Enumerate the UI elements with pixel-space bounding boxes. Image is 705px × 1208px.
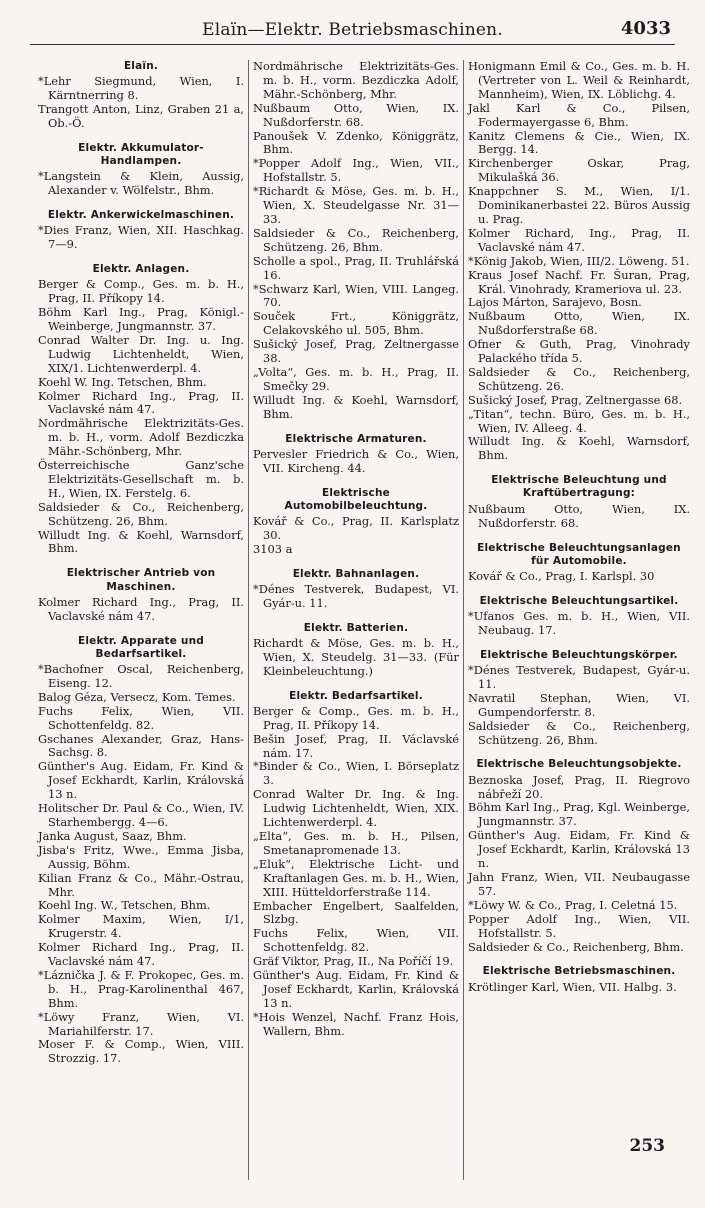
directory-entry: Navratil Stephan, Wien, VI. Gumpendorferstr. 8. (468, 690, 690, 719)
directory-entry: *Dénes Testverek, Budapest, VI. Gyár-u. 11. (253, 581, 459, 610)
directory-entry: Knappchner S. M., Wien, I/1. Dominikanerbastei 22. Büros Aussig u. Prag. (468, 184, 690, 226)
directory-entry: Kolmer Richard Ing., Prag, II. Vaclavské nám 47. (38, 594, 244, 623)
directory-entry: Kraus Josef Nachf. Fr. Šuran, Prag, Král. Vinohrady, Krameriova ul. 23. (468, 267, 690, 296)
section-heading: Elektr. Bedarfsartikel. (289, 689, 423, 702)
directory-entry: Jahn Franz, Wien, VII. Neubaugasse 57. (468, 870, 690, 898)
section-heading: Elektr. Akkumulator-Handlampen. (78, 141, 204, 168)
section-heading: Elektrische Beleuchtungsanlagen für Automobile. (477, 541, 681, 567)
directory-entry: Kolmer Maxim, Wien, I/1, Krugerstr. 4. (38, 912, 244, 941)
directory-entry: Gschanes Alexander, Graz, Hans-Sachsg. 8. (38, 731, 244, 760)
section-heading: Elaïn. (123, 60, 159, 72)
directory-entry: „Elta“, Ges. m. b. H., Pilsen, Smetanapromenade 13. (253, 829, 459, 857)
directory-entry: Berger & Comp., Ges. m. b. H., Prag, II. Příkopy 14. (253, 703, 459, 732)
directory-entry: Saldsieder & Co., Reichenberg, Bhm. (468, 939, 684, 954)
section-heading: Elektrische Beleuchtungsartikel. (479, 594, 679, 607)
directory-entry: Willudt Ing. & Koehl, Warnsdorf, Bhm. (468, 434, 690, 463)
directory-entry: *Popper Adolf Ing., Wien, VII., Hofstallstr. 5. (253, 156, 459, 185)
directory-entry: Lajos Márton, Sarajevo, Bosn. (468, 295, 642, 310)
directory-entry: „Eluk“, Elektrische Licht- und Kraftanlagen Ges. m. b. H., Wien, XIII. Hütteldorferstraße 114. (253, 856, 459, 899)
directory-entry: Holitscher Dr. Paul & Co., Wien, IV. Starhembergg. 4—6. (38, 801, 244, 829)
directory-entry: Conrad Walter Dr. Ing. & Ing. Ludwig Lichtenheldt, Wien, XIX. Lichtenwerderpl. 4. (253, 787, 459, 830)
directory-entry: Embacher Engelbert, Saalfelden, Slzbg. (253, 898, 459, 927)
directory-entry: *Hois Wenzel, Nachf. Franz Hois, Wallern, Bhm. (253, 1009, 459, 1038)
directory-entry: Koehl Ing. W., Tetschen, Bhm. (38, 898, 211, 913)
directory-entry: *Dies Franz, Wien, XII. Haschkag. 7—9. (38, 223, 244, 252)
directory-entry: Koehl W. Ing. Tetschen, Bhm. (38, 374, 207, 389)
column-divider (463, 60, 464, 1180)
directory-entry: Kovář & Co., Prag, II. Karlsplatz 30. (253, 513, 459, 542)
section-heading: Elektrischer Antrieb von Maschinen. (66, 567, 216, 593)
directory-entry: Jakl Karl & Co., Pilsen, Fodermayergasse 6, Bhm. (468, 100, 690, 129)
directory-entry: Beznoska Josef, Prag, II. Riegrovo nábřeží 20. (468, 772, 690, 801)
directory-entry: *Schwarz Karl, Wien, VIII. Langeg. 70. (253, 281, 459, 310)
directory-entry: *Richardt & Möse, Ges. m. b. H., Wien, X. Steudelgasse Nr. 31—33. (253, 184, 459, 226)
directory-entry: Bešin Josef, Prag, II. Václavské nám. 17. (253, 731, 459, 760)
directory-entry: Nordmährische Elektrizitäts-Ges. m. b. H., vorm. Adolf Bezdiczka Mähr.-Schönberg, Mhr. (38, 416, 244, 459)
directory-entry: Böhm Karl Ing., Prag, Kgl. Weinberge, Jungmannstr. 37. (468, 800, 690, 829)
section-heading: Elektrische Armaturen. (285, 432, 427, 445)
directory-entry: Kolmer Richard Ing., Prag, II. Vaclavské nám 47. (38, 940, 244, 969)
directory-entry: „Titan“, techn. Büro, Ges. m. b. H., Wien, IV. Alleeg. 4. (468, 406, 690, 435)
directory-entry: *Ufanos Ges. m. b. H., Wien, VII. Neubaug. 17. (468, 609, 690, 637)
directory-entry: Saldsieder & Co., Reichenberg, Schützeng. 26, Bhm. (38, 499, 244, 528)
directory-entry: Trangott Anton, Linz, Graben 21 a, Ob.-Ö. (38, 102, 244, 130)
directory-entry: Richardt & Möse, Ges. m. b. H., Wien, X. Steudelg. 31—33. (Für Kleinbeleuchtung.) (253, 635, 459, 678)
directory-entry: Scholle a spol., Prag, II. Truhlářská 16. (253, 253, 459, 282)
directory-entry: *Lehr Siegmund, Wien, I. Kärntnerring 8. (38, 74, 244, 103)
column-3 (468, 60, 690, 1180)
column-divider (248, 60, 249, 1180)
directory-entry: Nußbaum Otto, Wien, IX. Nußdorferstr. 68. (253, 100, 459, 129)
directory-entry: *König Jakob, Wien, III/2. Löweng. 51. (468, 253, 690, 268)
directory-entry: Günther's Aug. Eidam, Fr. Kind & Josef Eckhardt, Karlin, Královská 13 n. (468, 828, 690, 871)
section-heading: Elektr. Ankerwickelmaschinen. (47, 209, 235, 222)
directory-entry: Günther's Aug. Eidam, Fr. Kind & Josef Eckhardt, Karlin, Královská 13 n. (38, 759, 244, 802)
directory-entry: Krötlinger Karl, Wien, VII. Halbg. 3. (468, 979, 677, 994)
directory-entry: Kolmer Richard Ing., Prag, II. Vaclavské nám 47. (38, 388, 244, 417)
directory-entry: Honigmann Emil & Co., Ges. m. b. H. (Vertreter von L. Weil & Reinhardt, Mannheim), Wien, IX. Löblichg. 4. (468, 59, 690, 101)
directory-entry: Willudt Ing. & Koehl, Warnsdorf, Bhm. (38, 527, 244, 556)
header-page-number: 4033 (620, 18, 671, 39)
directory-entry: Balog Géza, Versecz, Kom. Temes. (38, 689, 236, 704)
directory-entry: Gräf Viktor, Prag, II., Na Poříčí 19. (253, 954, 454, 969)
section-heading: Elektrische Automobilbeleuchtung. (284, 486, 428, 512)
page-header (30, 14, 675, 45)
section-heading: Elektrische Beleuchtung und Kraftübertragung: (491, 474, 667, 500)
directory-entry: 3103 a (253, 541, 293, 556)
section-heading: Elektrische Betriebsmaschinen. (482, 965, 676, 978)
directory-entry: Kolmer Richard, Ing., Prag, II. Vaclavské nám 47. (468, 225, 690, 254)
directory-entry: Österreichische Ganz'sche Elektrizitäts-Gesellschaft m. b. H., Wien, IX. Ferstelg. 6. (38, 458, 244, 500)
directory-entry: Moser F. & Comp., Wien, VIII. Strozzig. 17. (38, 1037, 244, 1066)
section-heading: Elektr. Bahnanlagen. (292, 567, 420, 580)
directory-columns (38, 60, 692, 1190)
directory-entry: Kirchenberger Oskar, Prag, Mikulašká 36. (468, 156, 690, 185)
directory-entry: Pervesler Friedrich & Co., Wien, VII. Kircheng. 44. (253, 446, 459, 475)
directory-entry: Saldsieder & Co., Reichenberg, Schützeng. 26, Bhm. (253, 225, 459, 254)
directory-entry: Nußbaum Otto, Wien, IX. Nußdorferstr. 68. (468, 501, 690, 530)
directory-entry: Panoušek V. Zdenko, Königgrätz, Bhm. (253, 128, 459, 157)
section-heading: Elektr. Anlagen. (92, 263, 190, 276)
directory-entry: Fuchs Felix, Wien, VII. Schottenfeldg. 82. (38, 703, 244, 732)
directory-entry: Kanitz Clemens & Cie., Wien, IX. Bergg. 14. (468, 128, 690, 157)
directory-entry: Böhm Karl Ing., Prag, Königl.-Weinberge, Jungmannstr. 37. (38, 305, 244, 333)
directory-entry: *Löwy Franz, Wien, VI. Mariahilferstr. 17. (38, 1009, 244, 1038)
directory-entry: Nordmährische Elektrizitäts-Ges. m. b. H., vorm. Bezdiczka Adolf, Mähr.-Schönberg, Mhr. (253, 59, 459, 101)
section-heading: Elektr. Batterien. (303, 621, 409, 634)
directory-entry: Souček Frt., Königgrätz, Celakovského ul. 505, Bhm. (253, 309, 459, 338)
directory-entry: Conrad Walter Dr. Ing. u. Ing. Ludwig Lichtenheldt, Wien, XIX/1. Lichtenwerderpl. 4. (38, 332, 244, 375)
page-title: Elaïn—Elektr. Betriebsmaschinen. (202, 20, 503, 40)
directory-entry: *Bachofner Oscal, Reichenberg, Eiseng. 12. (38, 662, 244, 690)
directory-entry: Saldsieder & Co., Reichenberg, Schützeng. 26. (468, 364, 690, 393)
directory-entry: *Binder & Co., Wien, I. Börseplatz 3. (253, 759, 459, 788)
directory-entry: Sušický Josef, Prag, Zeltnergasse 68. (468, 392, 683, 407)
directory-entry: Janka August, Saaz, Bhm. (38, 828, 187, 843)
section-heading: Elektr. Apparate und Bedarfsartikel. (78, 634, 204, 660)
directory-entry: *Dénes Testverek, Budapest, Gyár-u. 11. (468, 663, 690, 691)
section-heading: Elektrische Beleuchtungsobjekte. (476, 758, 682, 771)
directory-entry: Günther's Aug. Eidam, Fr. Kind & Josef Eckhardt, Karlin, Královská 13 n. (253, 968, 459, 1010)
directory-entry: Popper Adolf Ing., Wien, VII. Hofstallstr. 5. (468, 911, 690, 940)
directory-entry: Willudt Ing. & Koehl, Warnsdorf, Bhm. (253, 392, 459, 421)
directory-entry: Saldsieder & Co., Reichenberg, Schützeng. 26, Bhm. (468, 718, 690, 747)
directory-entry: *Langstein & Klein, Aussig, Alexander v. Wölfelstr., Bhm. (38, 169, 244, 198)
directory-entry: Jisba's Fritz, Wwe., Emma Jisba, Aussig, Böhm. (38, 842, 244, 871)
directory-entry: „Volta“, Ges. m. b. H., Prag, II. Smečky 29. (253, 364, 459, 393)
column-2 (253, 60, 459, 1180)
directory-entry: Ofner & Guth, Prag, Vinohrady Palackého třída 5. (468, 337, 690, 366)
directory-entry: *Löwy W. & Co., Prag, I. Celetná 15. (468, 897, 678, 912)
directory-entry: Fuchs Felix, Wien, VII. Schottenfeldg. 82. (253, 926, 459, 955)
directory-entry: Berger & Comp., Ges. m. b. H., Prag, II. Příkopy 14. (38, 277, 244, 306)
footer-page-number: 253 (629, 1136, 665, 1156)
directory-entry: Sušický Josef, Prag, Zeltnergasse 38. (253, 337, 459, 366)
directory-entry: *Láznička J. & F. Prokopec, Ges. m. b. H., Prag-Karolinenthal 467, Bhm. (38, 967, 244, 1010)
directory-entry: Kovář & Co., Prag, I. Karlspl. 30 (468, 568, 655, 583)
section-heading: Elektrische Beleuchtungskörper. (480, 648, 678, 661)
directory-entry: Kilian Franz & Co., Mähr.-Ostrau, Mhr. (38, 870, 244, 899)
column-1 (38, 60, 244, 1180)
directory-entry: Nußbaum Otto, Wien, IX. Nußdorferstraße 68. (468, 309, 690, 338)
